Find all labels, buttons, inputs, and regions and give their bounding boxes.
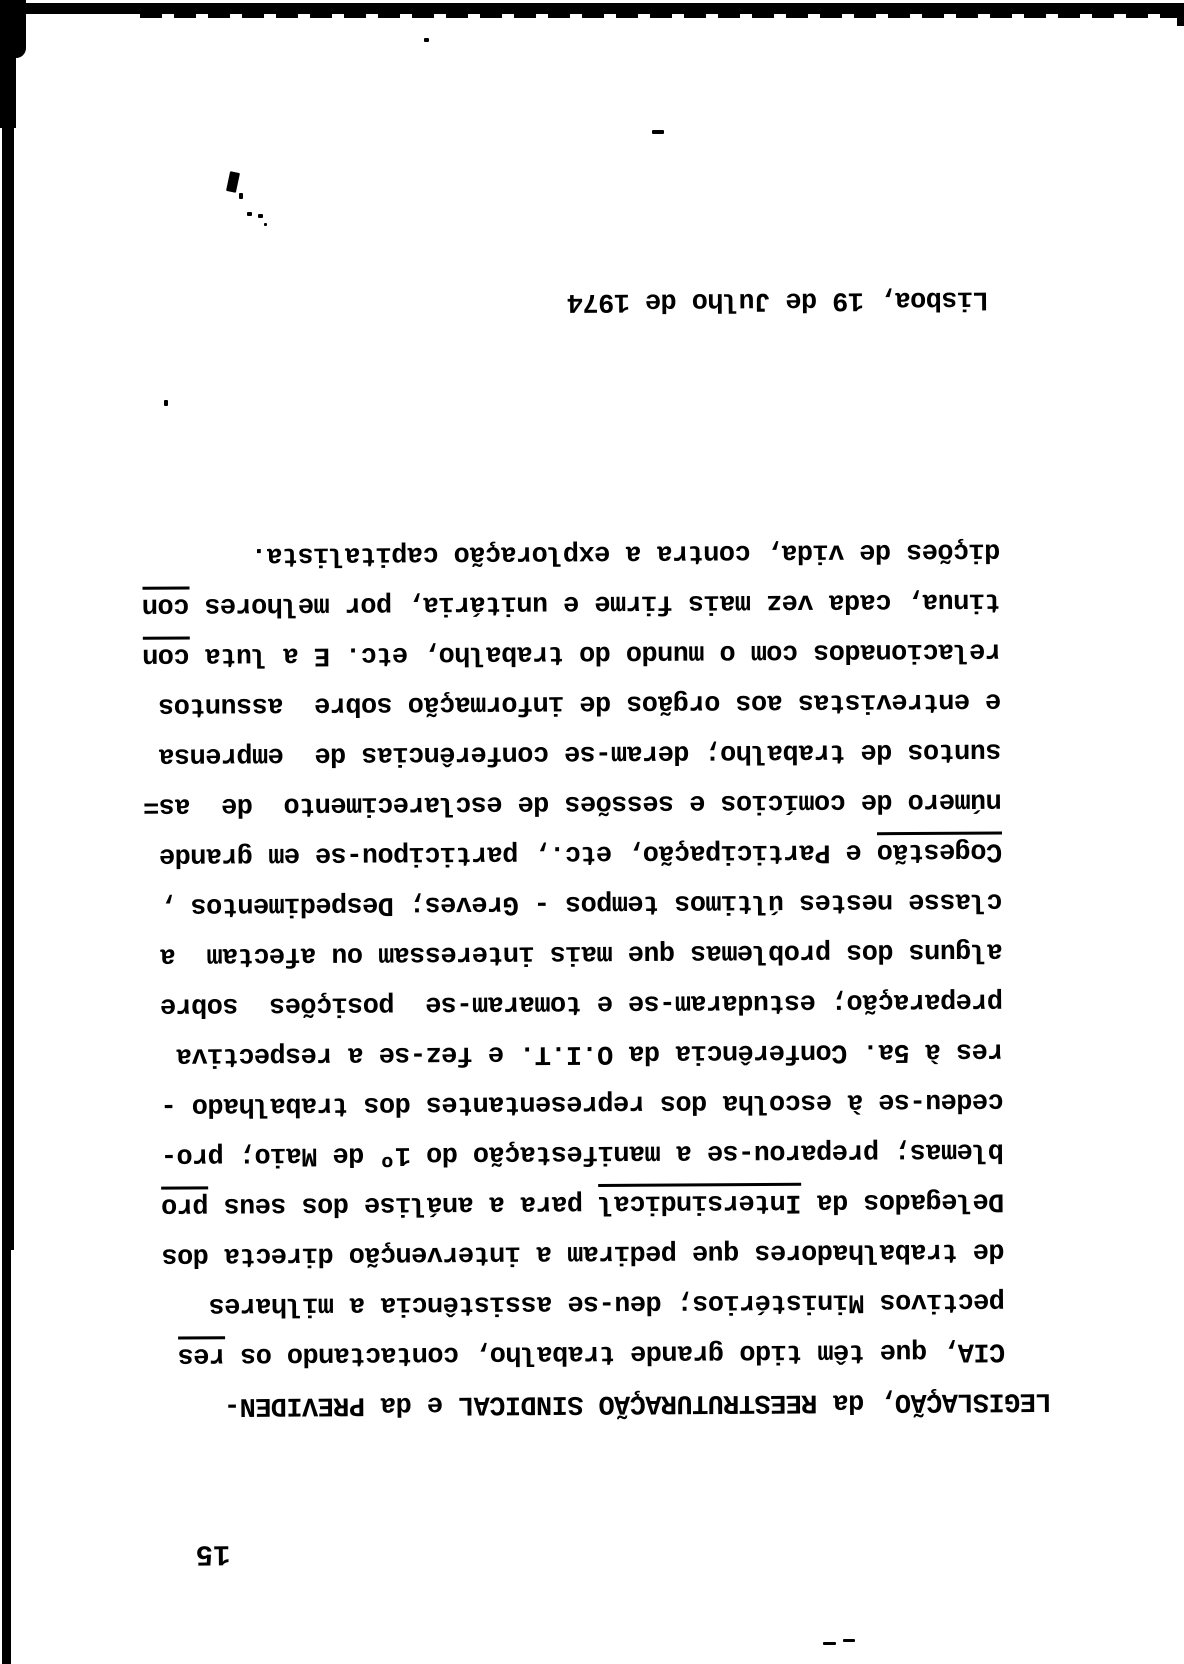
text-segment: suntos de trabalho; deram-se conferências de emprensa bbox=[158, 735, 1002, 771]
text-segment: classe nestes últimos tempos - Greves; Despedimentos , bbox=[159, 885, 1003, 921]
text-segment: CIA, que têm tido grande trabalho, contactando os bbox=[224, 1335, 1006, 1371]
text-line bbox=[81, 675, 1001, 731]
underlined-text: con bbox=[142, 586, 189, 620]
text-segment: LEGISLAÇÃO, da REESTRUTURAÇÃO SINDICAL e da PREVIDEN- bbox=[224, 1385, 1052, 1421]
text-line bbox=[84, 1125, 1004, 1181]
text-segment: res à 5a. Conferência da O.I.T. e fez-se a respectiva bbox=[176, 1035, 1004, 1071]
text-line bbox=[84, 1075, 1004, 1131]
underlined-text: Cogestão bbox=[877, 831, 1002, 866]
date-line: Lisboa, 19 de Julho de 1974 bbox=[567, 283, 989, 317]
text-segment: número de comícios e sessões de esclarecimento de as= bbox=[143, 785, 1002, 821]
text-line bbox=[85, 1325, 1005, 1381]
body-paragraph bbox=[80, 526, 1052, 1432]
text-line bbox=[81, 625, 1001, 681]
text-line bbox=[84, 1175, 1004, 1231]
text-segment: e entrevistas aos orgãos de informação sobre assuntos bbox=[158, 685, 1002, 721]
text-segment: preparação; estudaram-se e tomaram-se posições sobre bbox=[160, 985, 1004, 1021]
text-line bbox=[80, 526, 1000, 582]
text-line bbox=[82, 825, 1002, 881]
text-line bbox=[85, 1375, 1051, 1431]
text-line bbox=[84, 1225, 1004, 1281]
text-segment: blemas; preparou-se a manifestação do 1º de Maio; pro- bbox=[161, 1135, 1005, 1171]
text-line bbox=[85, 1275, 1005, 1331]
text-segment: relacionados com o mundo do trabalho, etc. E a luta bbox=[189, 635, 1001, 671]
text-segment: dições de vida, contra a exploração capitalista. bbox=[251, 535, 1001, 571]
underlined-text: pro bbox=[162, 1186, 209, 1220]
text-segment: tinua, cada vez mais firme e unitária, por melhores bbox=[189, 585, 1001, 621]
text-segment: de trabalhadores que pediram a intervenção directa dos bbox=[161, 1235, 1005, 1271]
text-line bbox=[83, 975, 1003, 1031]
text-line bbox=[82, 775, 1002, 831]
text-line bbox=[83, 1025, 1003, 1081]
underlined-text: con bbox=[143, 636, 190, 670]
text-line bbox=[81, 725, 1001, 781]
underlined-text: res bbox=[178, 1336, 225, 1370]
page-number: 15 bbox=[195, 1537, 231, 1571]
underlined-text: Intersindical bbox=[598, 1183, 801, 1218]
text-segment: e Participação, etc., participou-se em grande bbox=[159, 836, 878, 871]
text-segment: pectivos Ministérios; deu-se assistência a milhares bbox=[209, 1285, 1005, 1321]
text-segment: alguns dos problemas que mais interessam ou afectam a bbox=[160, 935, 1003, 971]
text-segment: para a análise dos seus bbox=[208, 1187, 599, 1221]
text-segment: cedeu-se à escolha dos representantes dos trabalhado - bbox=[161, 1085, 1004, 1121]
text-line bbox=[82, 875, 1002, 931]
text-line bbox=[83, 925, 1003, 981]
text-segment: Delegados da bbox=[801, 1185, 1005, 1217]
text-line bbox=[80, 576, 1000, 632]
